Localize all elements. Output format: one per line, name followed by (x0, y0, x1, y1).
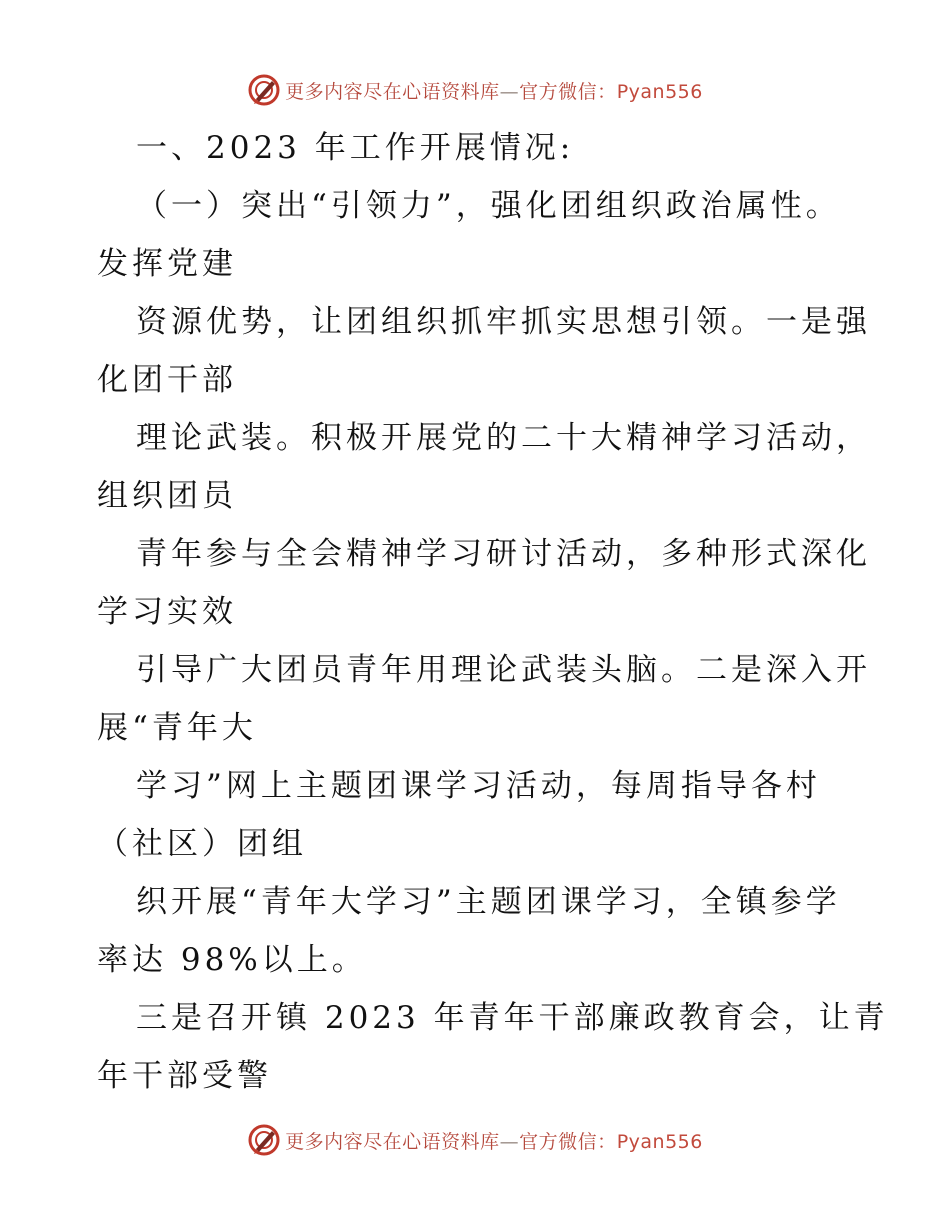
paragraph-line: 三是召开镇 2023 年青年干部廉政教育会，让青 (136, 1000, 889, 1036)
header-watermark (0, 70, 950, 110)
paragraph-line: 发挥党建 (97, 246, 237, 282)
watermark-text: 更多内容尽在心语资料库—官方微信：Pyan556 (285, 80, 703, 103)
paragraph-line: 化团干部 (97, 362, 237, 398)
paragraph-line: 理论武装。积极开展党的二十大精神学习活动， (136, 420, 871, 456)
watermark-text: 更多内容尽在心语资料库—官方微信：Pyan556 (285, 1130, 703, 1153)
paragraph-line: 引导广大团员青年用理论武装头脑。二是深入开 (136, 652, 871, 688)
paragraph-line: 织开展“青年大学习”主题团课学习，全镇参学 (136, 884, 841, 920)
pen-logo-icon (247, 73, 281, 107)
paragraph-line: 展“青年大 (97, 710, 257, 746)
section-heading: 一、2023 年工作开展情况: (136, 130, 575, 166)
paragraph-line: （社区）团组 (97, 826, 307, 862)
paragraph-line: 资源优势，让团组织抓牢抓实思想引领。一是强 (136, 304, 871, 340)
paragraph-line: 组织团员 (97, 478, 237, 514)
paragraph-line: 年干部受警 (97, 1058, 272, 1094)
paragraph-line: 率达 98%以上。 (97, 942, 367, 978)
paragraph-line: 青年参与全会精神学习研讨活动，多种形式深化 (136, 536, 871, 572)
pen-logo-icon (247, 1123, 281, 1157)
subsection-heading: （一）突出“引领力”，强化团组织政治属性。 (136, 188, 841, 224)
paragraph-line: 学习实效 (97, 594, 237, 630)
paragraph-line: 学习”网上主题团课学习活动，每周指导各村 (136, 768, 821, 804)
footer-watermark (0, 1120, 950, 1160)
